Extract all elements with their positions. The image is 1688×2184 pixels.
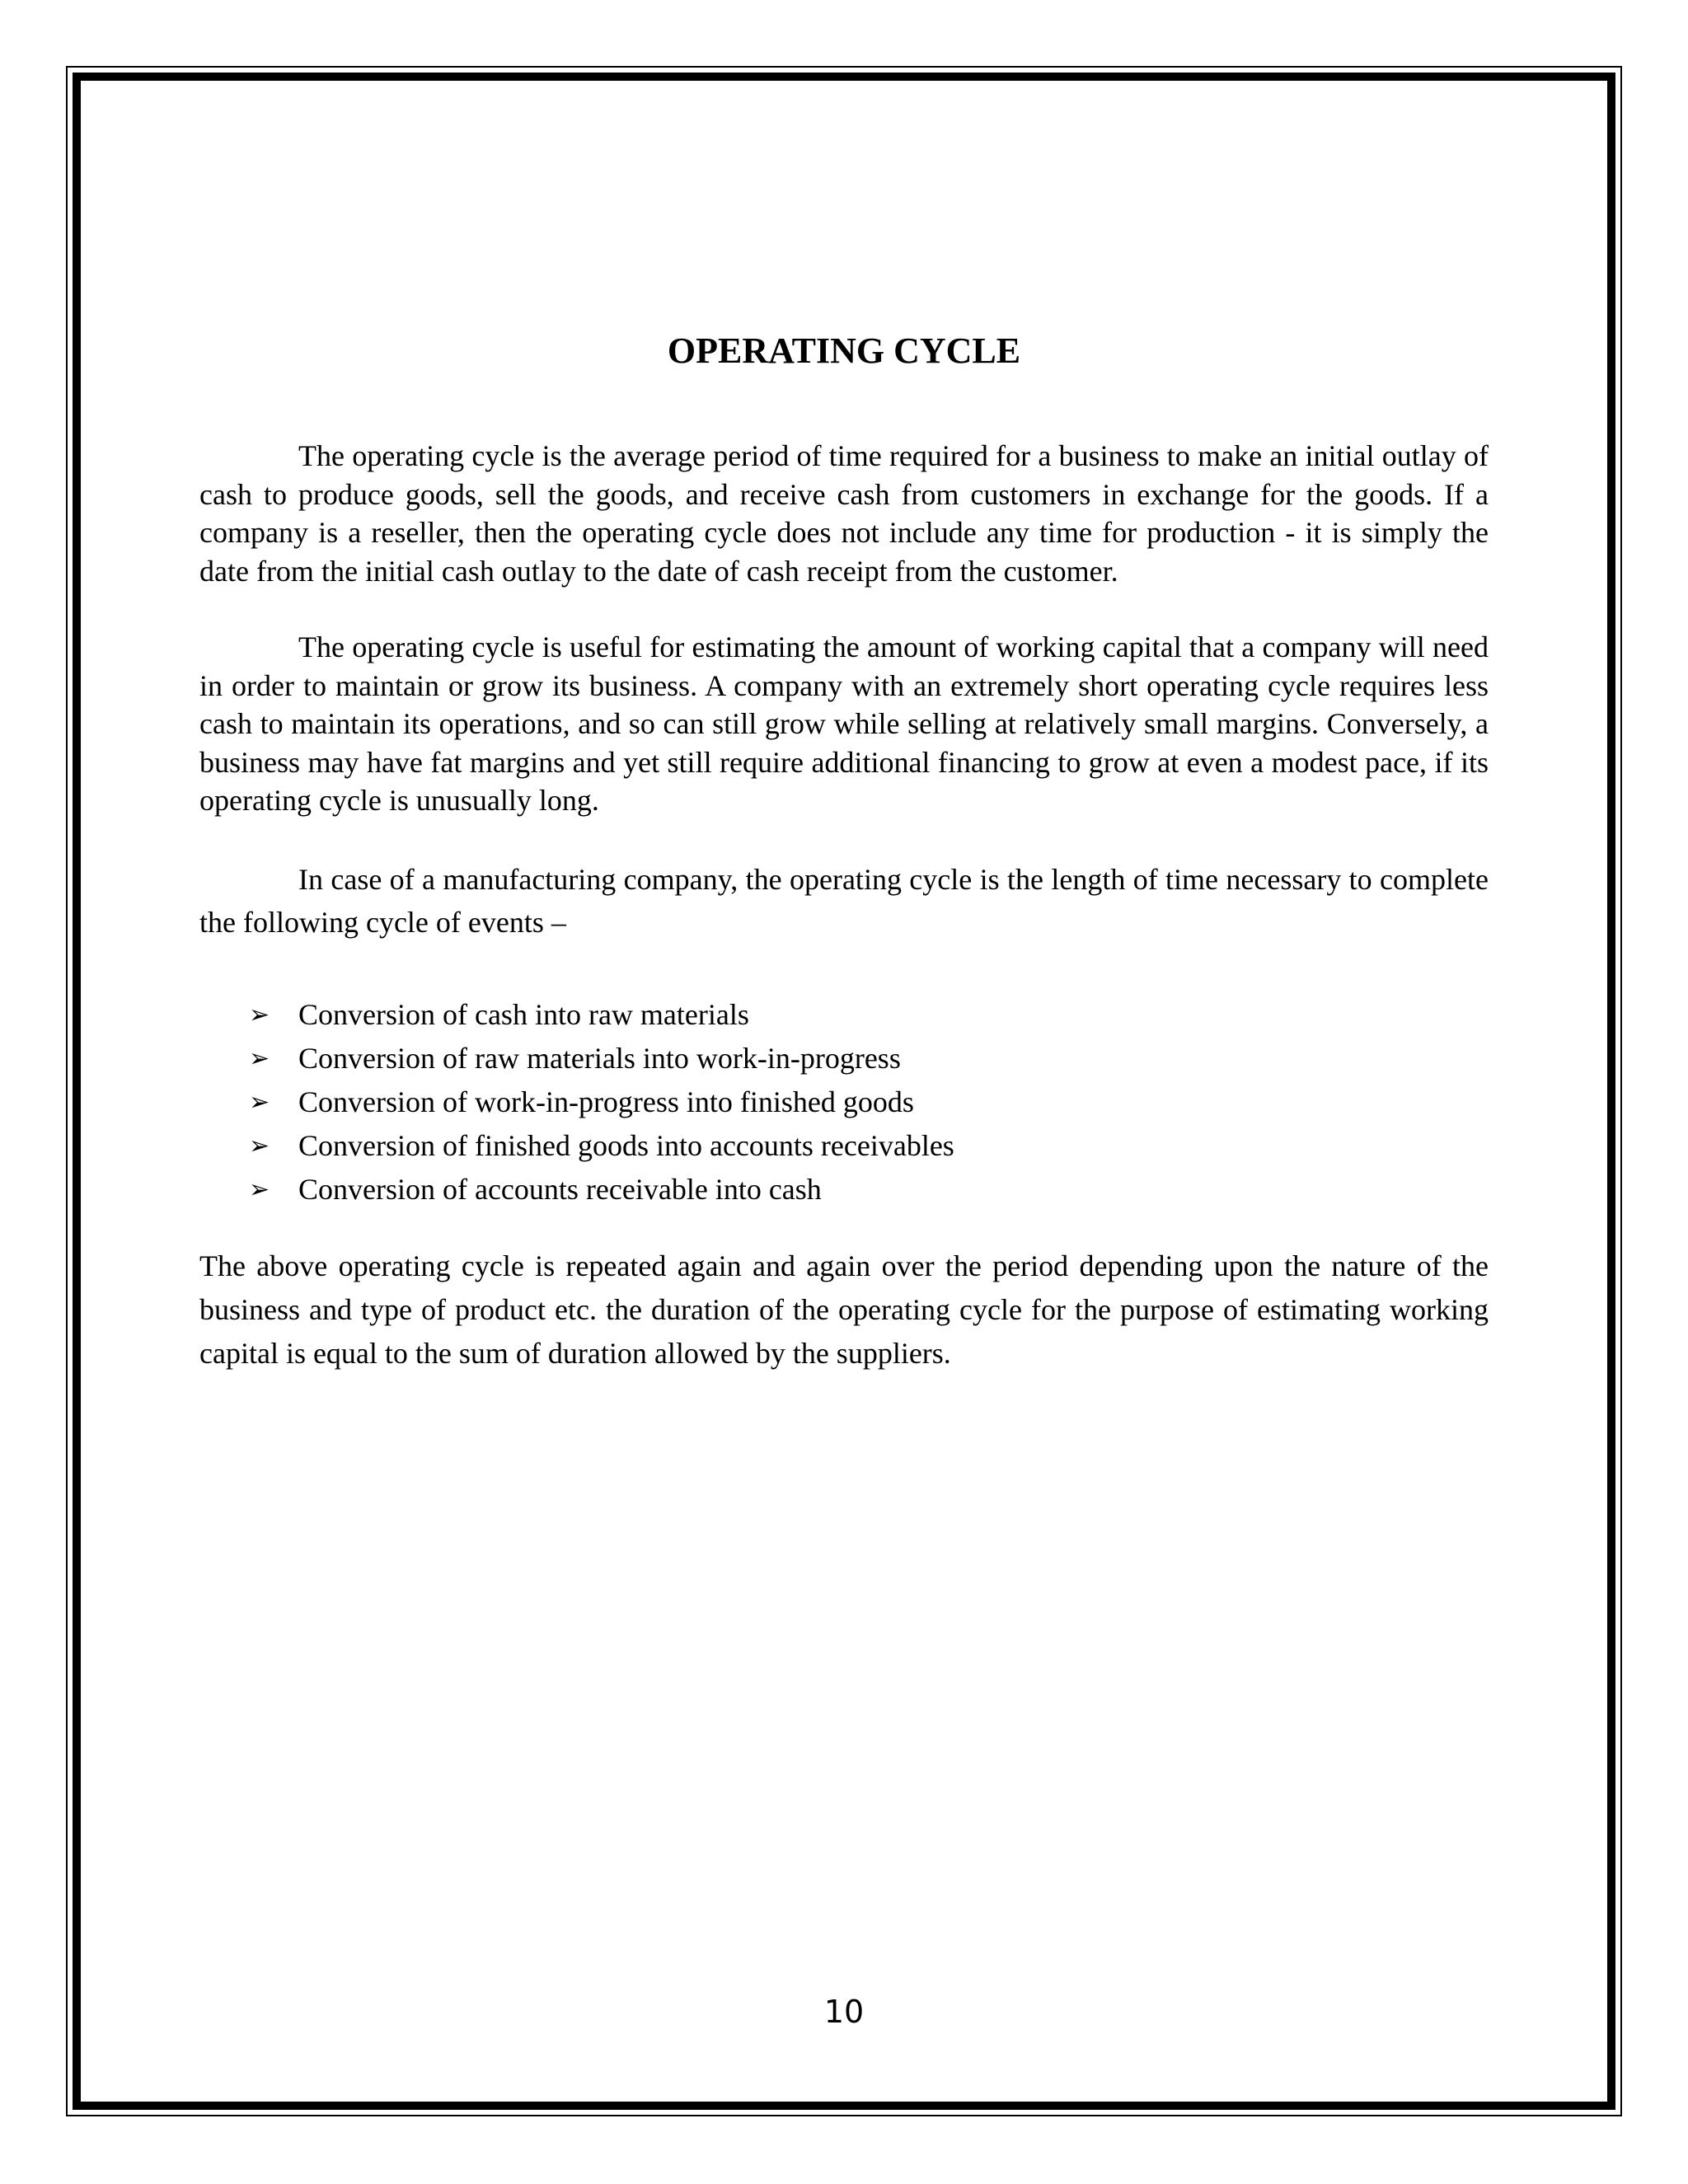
events-list bbox=[199, 993, 1489, 1212]
page-content bbox=[199, 330, 1489, 1413]
page-title: OPERATING CYCLE bbox=[667, 330, 1021, 371]
list-item bbox=[249, 1080, 1489, 1124]
paragraph-usefulness: The operating cycle is useful for estimating the amount of working capital that a company will need in order to maintain or grow its business. A company with an extremely short operating cycle requires less cash to maintain its operations, and so can still grow while selling at relatively small margins. Conversely, a business may have fat margins and yet still require additional financing to grow at even a modest pace, if its operating cycle is unusually long. bbox=[199, 630, 1489, 817]
arrow-bullet-icon: ➢ bbox=[249, 1000, 270, 1029]
list-item-text: Conversion of cash into raw materials bbox=[298, 997, 749, 1031]
arrow-bullet-icon: ➢ bbox=[249, 1174, 270, 1204]
list-item bbox=[249, 1037, 1489, 1080]
paragraph-closing: The above operating cycle is repeated again and again over the period depending upon the nature of the business and type of product etc. the duration of the operating cycle for the purpose of estimating working capital is equal to the sum of duration allowed by the suppliers. bbox=[199, 1249, 1489, 1370]
page-number: 10 bbox=[823, 1994, 865, 2030]
list-item-text: Conversion of raw materials into work-in-progress bbox=[298, 1041, 901, 1075]
list-item-text: Conversion of work-in-progress into finished goods bbox=[298, 1085, 914, 1118]
list-item-text: Conversion of finished goods into accounts receivables bbox=[298, 1128, 954, 1162]
arrow-bullet-icon: ➢ bbox=[249, 1087, 270, 1117]
arrow-bullet-icon: ➢ bbox=[249, 1131, 270, 1160]
list-item bbox=[249, 1168, 1489, 1212]
paragraph-manufacturing: In case of a manufacturing company, the operating cycle is the length of time necessary to complete the following cycle of events – bbox=[199, 862, 1489, 939]
list-item bbox=[249, 1124, 1489, 1168]
arrow-bullet-icon: ➢ bbox=[249, 1043, 270, 1073]
paragraph-definition: The operating cycle is the average period of time required for a business to make an initial outlay of cash to produce goods, sell the goods, and receive cash from customers in exchange for the goods. If a company is a reseller, then the operating cycle does not include any time for production - it is simply the date from the initial cash outlay to the date of cash receipt from the customer. bbox=[199, 439, 1489, 588]
list-item bbox=[249, 993, 1489, 1037]
list-item-text: Conversion of accounts receivable into cash bbox=[298, 1172, 822, 1206]
